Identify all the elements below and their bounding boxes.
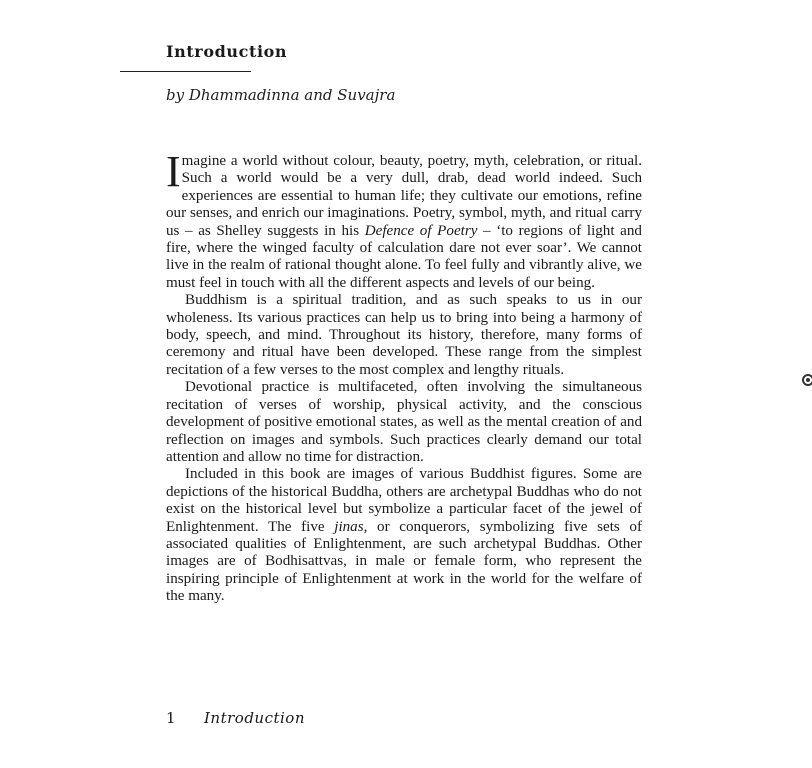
paragraph-1-text-a: magine a world without colour, beauty, poetry, myth, celebration, or ritual. Such a world would be a very dull, drab, dead world indeed. Such experiences are essential to human life; they cultivate our emotions, refine our senses, and enrich our imaginations. Poetry, symbol, myth, and ritual carry us – as Shelley suggests in his	[166, 153, 642, 239]
paragraph-4-text-b: , or conquerors, symbolizing five sets of associated qualities of Enlightenment, are such archetypal Buddhas. Other images are of Bodhisattvas, in male or female form, who represent the inspiring principle of Enlightenment at work in the world for the welfare of the many.	[166, 518, 642, 605]
paragraph-4-text-a: Included in this book are images of various Buddhist figures. Some are depictions of the historical Buddha, others are archetypal Buddhas who do not exist on the historical level but symbolize a particular facet of the jewel of Enlightenment. The five	[166, 466, 642, 535]
page-number: 1	[166, 709, 176, 727]
target-marker-icon	[802, 374, 812, 386]
paragraph-4	[166, 466, 642, 605]
heading-rule	[120, 71, 251, 72]
paragraph-1-text-b: – ‘to regions of light and fire, where the winged faculty of calculation dare not ever soar’. We cannot live in the realm of rational thought alone. To feel fully and vibrantly alive, we must feel in touch with all the different aspects and levels of our being.	[166, 222, 642, 291]
footer-title: Introduction	[204, 709, 305, 727]
paragraph-4-italic-term: jinas	[334, 518, 364, 535]
paragraph-2: Buddhism is a spiritual tradition, and as such speaks to us in our wholeness. Its various practices can help us to bring into being a harmony of body, speech, and mind. Throughout its history, therefore, many forms of ceremony and ritual have been developed. These range from the simplest recitation of a few verses to the most complex and lengthy rituals.	[166, 292, 642, 378]
paragraph-3: Devotional practice is multifaceted, often involving the simultaneous recitation of verses of worship, physical activity, and the conscious development of positive emotional states, as well as the mental creation of and reflection on images and symbols. Such practices clearly demand our total attention and allow no time for distraction.	[166, 379, 642, 465]
paragraph-1-italic-title: Defence of Poetry	[364, 222, 478, 239]
drop-cap: I	[166, 147, 181, 196]
byline: by Dhammadinna and Suvajra	[166, 86, 396, 104]
body-text	[166, 147, 642, 606]
paragraph-1	[166, 147, 642, 292]
chapter-heading: Introduction	[166, 42, 288, 61]
page-footer	[166, 709, 305, 727]
